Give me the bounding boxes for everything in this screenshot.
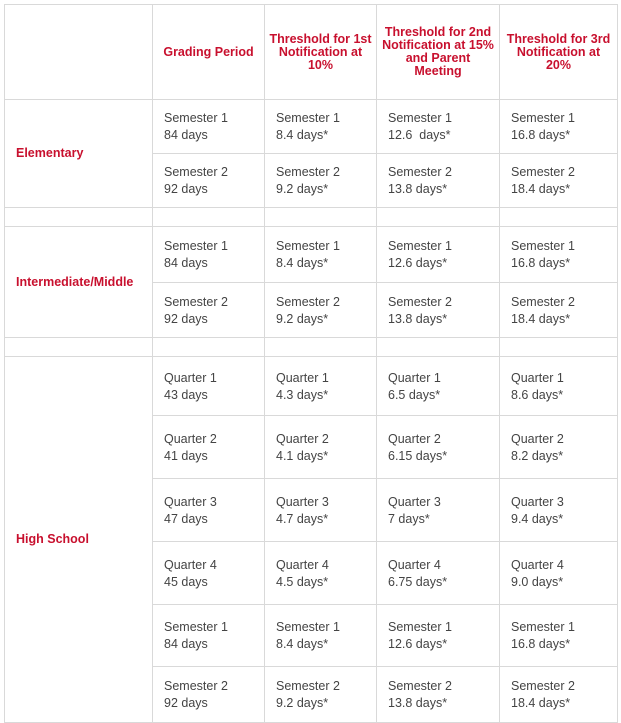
cell-value: 4.3 days* — [276, 387, 329, 402]
cell-period: Quarter 1 — [164, 370, 217, 385]
table-cell — [377, 605, 500, 667]
table-cell — [153, 283, 265, 338]
table-cell — [377, 100, 500, 154]
group-label: High School — [5, 357, 153, 723]
table-cell — [377, 227, 500, 283]
cell-period: Semester 2 — [511, 165, 575, 179]
cell-value: 92 days — [164, 696, 208, 710]
cell-period: Semester 1 — [164, 111, 228, 125]
cell-value: 8.4 days* — [276, 128, 329, 142]
cell-value: 16.8 days* — [511, 256, 571, 270]
cell-value: 45 days — [164, 574, 208, 589]
table-cell — [153, 667, 265, 723]
cell-value: 6.75 days* — [388, 574, 448, 589]
cell-period: Semester 2 — [388, 679, 452, 693]
cell-value: 18.4 days* — [511, 311, 571, 326]
table-cell — [500, 605, 618, 667]
spacer-cell — [153, 338, 265, 357]
cell-period: Semester 2 — [276, 679, 340, 693]
cell-value: 13.8 days* — [388, 182, 448, 196]
table-cell — [153, 479, 265, 542]
table-cell — [265, 100, 377, 154]
table-cell — [265, 605, 377, 667]
cell-period: Semester 2 — [388, 165, 452, 179]
cell-value: 92 days — [164, 311, 208, 326]
spacer-cell — [265, 338, 377, 357]
cell-period: Semester 1 — [276, 111, 340, 125]
table-row — [5, 227, 618, 283]
cell-value: 9.2 days* — [276, 696, 329, 710]
table-cell — [377, 667, 500, 723]
cell-value: 13.8 days* — [388, 311, 448, 326]
table-cell — [153, 542, 265, 605]
table-cell — [265, 283, 377, 338]
table-cell — [500, 416, 618, 479]
table-cell — [500, 542, 618, 605]
cell-period: Semester 1 — [388, 239, 452, 253]
cell-value: 18.4 days* — [511, 696, 571, 710]
cell-value: 6.15 days* — [388, 448, 448, 463]
spacer-cell — [5, 338, 153, 357]
cell-period: Semester 1 — [511, 111, 575, 125]
cell-period: Semester 1 — [388, 620, 452, 634]
cell-period: Semester 2 — [511, 294, 575, 309]
cell-period: Quarter 1 — [511, 370, 564, 385]
cell-value: 47 days — [164, 511, 208, 526]
table-cell — [500, 227, 618, 283]
table-cell — [377, 542, 500, 605]
table-cell — [377, 283, 500, 338]
table-cell — [500, 283, 618, 338]
cell-value: 9.0 days* — [511, 574, 564, 589]
spacer-cell — [265, 208, 377, 227]
spacer-cell — [377, 338, 500, 357]
cell-period: Quarter 3 — [511, 494, 564, 509]
table-cell — [377, 416, 500, 479]
cell-period: Quarter 2 — [164, 431, 217, 446]
spacer-row — [5, 208, 618, 227]
table-row — [5, 100, 618, 154]
cell-period: Semester 1 — [164, 239, 228, 253]
cell-period: Quarter 2 — [388, 431, 441, 446]
cell-value: 4.7 days* — [276, 511, 329, 526]
table-cell — [265, 227, 377, 283]
spacer-cell — [500, 338, 618, 357]
cell-value: 8.4 days* — [276, 256, 329, 270]
cell-value: 16.8 days* — [511, 128, 571, 142]
cell-value: 84 days — [164, 128, 208, 142]
cell-value: 6.5 days* — [388, 387, 441, 402]
cell-value: 8.6 days* — [511, 387, 564, 402]
cell-period: Semester 1 — [511, 620, 575, 634]
cell-value: 9.2 days* — [276, 311, 329, 326]
cell-value: 84 days — [164, 637, 208, 651]
cell-value: 16.8 days* — [511, 637, 571, 651]
table-cell — [265, 542, 377, 605]
cell-value: 9.4 days* — [511, 511, 564, 526]
header-row — [5, 5, 618, 100]
table-cell — [377, 357, 500, 416]
header-threshold-1st: Threshold for 1st Notification at 10% — [265, 5, 377, 100]
spacer-cell — [5, 208, 153, 227]
table-cell — [377, 479, 500, 542]
spacer-cell — [500, 208, 618, 227]
table-cell — [265, 479, 377, 542]
cell-period: Semester 2 — [164, 679, 228, 693]
spacer-cell — [377, 208, 500, 227]
header-empty — [5, 5, 153, 100]
attendance-threshold-table — [4, 4, 618, 723]
cell-value: 8.4 days* — [276, 637, 329, 651]
cell-period: Semester 2 — [511, 679, 575, 693]
header-threshold-3rd: Threshold for 3rd Notification at 20% — [500, 5, 618, 100]
table-cell — [153, 605, 265, 667]
cell-period: Quarter 4 — [388, 557, 441, 572]
table-cell — [500, 154, 618, 208]
cell-value: 12.6 days* — [388, 256, 448, 270]
table-cell — [500, 479, 618, 542]
group-label: Intermediate/Middle — [5, 227, 153, 338]
cell-value: 18.4 days* — [511, 182, 571, 196]
table-cell — [153, 100, 265, 154]
table-cell — [500, 100, 618, 154]
cell-period: Semester 2 — [164, 294, 228, 309]
cell-period: Quarter 1 — [388, 370, 441, 385]
table-cell — [265, 416, 377, 479]
cell-period: Quarter 4 — [276, 557, 329, 572]
header-threshold-2nd: Threshold for 2nd Notification at 15% and Parent Meeting — [377, 5, 500, 100]
spacer-cell — [153, 208, 265, 227]
header-grading-period: Grading Period — [153, 5, 265, 100]
cell-period: Semester 1 — [388, 111, 452, 125]
group-label: Elementary — [5, 100, 153, 208]
cell-value: 7 days* — [388, 511, 430, 526]
cell-period: Quarter 3 — [276, 494, 329, 509]
table-cell — [377, 154, 500, 208]
cell-period: Quarter 3 — [164, 494, 217, 509]
cell-value: 84 days — [164, 256, 208, 270]
cell-period: Semester 2 — [164, 165, 228, 179]
cell-value: 12.6 days* — [388, 637, 448, 651]
cell-value: 92 days — [164, 182, 208, 196]
table-cell — [500, 357, 618, 416]
cell-period: Semester 1 — [276, 620, 340, 634]
cell-period: Quarter 4 — [511, 557, 564, 572]
table-cell — [153, 416, 265, 479]
table-cell — [500, 667, 618, 723]
table-cell — [265, 667, 377, 723]
table-cell — [153, 227, 265, 283]
cell-period: Semester 2 — [276, 294, 340, 309]
cell-value: 4.1 days* — [276, 448, 329, 463]
table-cell — [265, 357, 377, 416]
cell-value: 41 days — [164, 448, 208, 463]
cell-period: Semester 1 — [164, 620, 228, 634]
table-cell — [153, 154, 265, 208]
table-row — [5, 357, 618, 416]
cell-period: Semester 2 — [388, 294, 452, 309]
cell-value: 9.2 days* — [276, 182, 329, 196]
cell-value: 8.2 days* — [511, 448, 564, 463]
table-cell — [265, 154, 377, 208]
cell-period: Semester 2 — [276, 165, 340, 179]
cell-value: 13.8 days* — [388, 696, 448, 710]
cell-period: Quarter 1 — [276, 370, 329, 385]
table-cell — [153, 357, 265, 416]
cell-period: Semester 1 — [511, 239, 575, 253]
cell-value: 4.5 days* — [276, 574, 329, 589]
cell-period: Quarter 2 — [276, 431, 329, 446]
cell-period: Quarter 3 — [388, 494, 441, 509]
cell-period: Semester 1 — [276, 239, 340, 253]
cell-period: Quarter 2 — [511, 431, 564, 446]
cell-value: 12.6 days* — [388, 128, 451, 142]
cell-period: Quarter 4 — [164, 557, 217, 572]
cell-value: 43 days — [164, 387, 208, 402]
spacer-row — [5, 338, 618, 357]
